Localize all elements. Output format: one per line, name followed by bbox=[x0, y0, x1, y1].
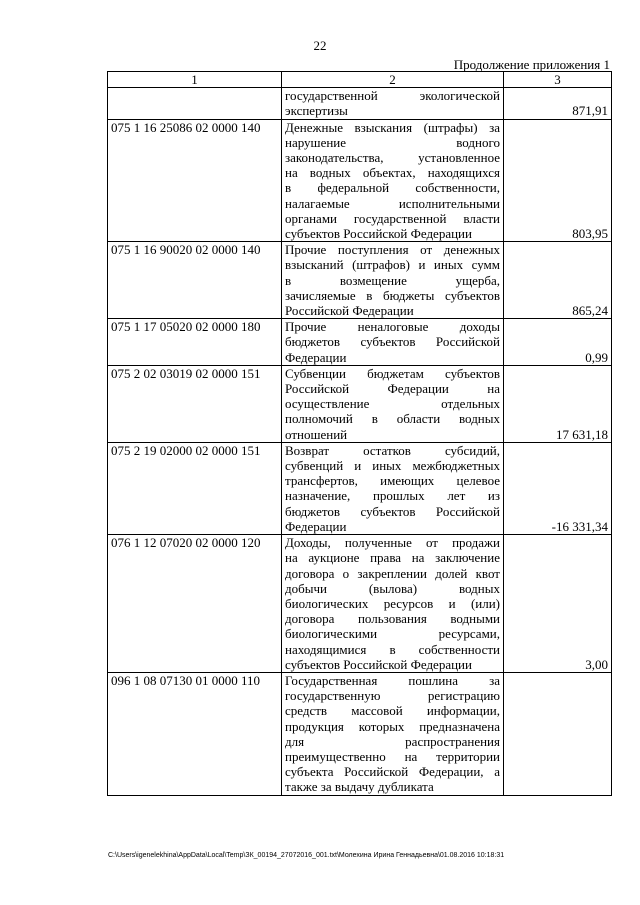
revenue-description bbox=[282, 442, 504, 534]
description-line: биологических ресурсов и (или) bbox=[285, 595, 500, 611]
description-line: Российской Федерации на bbox=[285, 381, 500, 397]
revenue-amount: 871,91 bbox=[504, 88, 612, 119]
revenue-amount: 803,95 bbox=[504, 119, 612, 242]
description-line: Российской Федерации bbox=[285, 303, 414, 319]
revenue-description bbox=[282, 119, 504, 242]
table-row bbox=[108, 535, 612, 673]
description-line: бюджетов субъектов Российской bbox=[285, 503, 500, 519]
description-line: экспертизы bbox=[285, 103, 348, 119]
revenue-description bbox=[282, 88, 504, 119]
revenue-code: 075 1 17 05020 02 0000 180 bbox=[108, 319, 282, 366]
revenue-code: 075 2 19 02000 02 0000 151 bbox=[108, 442, 282, 534]
revenue-description bbox=[282, 365, 504, 442]
description-line: нарушение водного bbox=[285, 134, 500, 150]
revenue-code: 075 1 16 25086 02 0000 140 bbox=[108, 119, 282, 242]
description-line: назначение, прошлых лет из bbox=[285, 488, 500, 504]
description-line: также за выдачу дубликата bbox=[285, 779, 434, 795]
revenue-description bbox=[282, 242, 504, 319]
revenue-description bbox=[282, 535, 504, 673]
revenue-amount bbox=[504, 672, 612, 795]
column-header-2: 2 bbox=[282, 72, 504, 88]
revenue-amount: 3,00 bbox=[504, 535, 612, 673]
description-line: биологическими ресурсами, bbox=[285, 626, 500, 642]
description-line: государственную регистрацию bbox=[285, 688, 500, 704]
description-line: полномочий в области водных bbox=[285, 411, 500, 427]
table-row bbox=[108, 672, 612, 795]
description-line: осуществление отдельных bbox=[285, 396, 500, 412]
description-line: на водных объектах, находящихся bbox=[285, 165, 500, 181]
description-line: субъектов Российской Федерации bbox=[285, 226, 472, 242]
table-row bbox=[108, 365, 612, 442]
table-row bbox=[108, 442, 612, 534]
description-line: Доходы, полученные от продажи bbox=[285, 535, 500, 551]
table-row bbox=[108, 88, 612, 119]
revenue-code: 075 2 02 03019 02 0000 151 bbox=[108, 365, 282, 442]
table-header-row bbox=[108, 72, 612, 88]
description-line: Денежные взыскания (штрафы) за bbox=[285, 119, 500, 135]
description-line: субъекта Российской Федерации, а bbox=[285, 764, 500, 780]
description-line: добычи (вылова) водных bbox=[285, 580, 500, 596]
revenue-description bbox=[282, 319, 504, 366]
description-line: бюджетов субъектов Российской bbox=[285, 334, 500, 350]
description-line: Прочие поступления от денежных bbox=[285, 242, 500, 258]
revenue-description bbox=[282, 672, 504, 795]
description-line: Государственная пошлина за bbox=[285, 672, 500, 688]
description-line: отношений bbox=[285, 426, 348, 442]
description-line: государственной экологической bbox=[285, 88, 500, 104]
page-number: 22 bbox=[313, 38, 327, 53]
description-line: налагаемые исполнительными bbox=[285, 195, 500, 211]
table-row bbox=[108, 242, 612, 319]
description-line: взысканий (штрафов) и иных сумм bbox=[285, 257, 500, 273]
description-line: органами государственной власти bbox=[285, 210, 500, 226]
description-line: Субвенции бюджетам субъектов bbox=[285, 365, 500, 381]
description-line: Федерации bbox=[285, 518, 347, 534]
revenue-code bbox=[108, 88, 282, 119]
description-line: субвенций и иных межбюджетных bbox=[285, 458, 500, 474]
column-header-3: 3 bbox=[504, 72, 612, 88]
description-line: Федерации bbox=[285, 349, 347, 365]
description-line: Возврат остатков субсидий, bbox=[285, 442, 500, 458]
table-row bbox=[108, 319, 612, 366]
description-line: трансфертов, имеющих целевое bbox=[285, 473, 500, 489]
revenue-code: 075 1 16 90020 02 0000 140 bbox=[108, 242, 282, 319]
description-line: для распространения bbox=[285, 733, 500, 749]
description-line: средств массовой информации, bbox=[285, 703, 500, 719]
description-line: договора пользования водными bbox=[285, 611, 500, 627]
description-line: субъектов Российской Федерации bbox=[285, 656, 472, 672]
column-header-1: 1 bbox=[108, 72, 282, 88]
description-line: продукция которых предназначена bbox=[285, 718, 500, 734]
revenue-code: 096 1 08 07130 01 0000 110 bbox=[108, 672, 282, 795]
revenue-amount: 865,24 bbox=[504, 242, 612, 319]
description-line: Прочие неналоговые доходы bbox=[285, 319, 500, 335]
revenue-amount: 0,99 bbox=[504, 319, 612, 366]
description-line: находящимися в собственности bbox=[285, 641, 500, 657]
description-line: в возмещение ущерба, bbox=[285, 272, 500, 288]
revenue-amount: -16 331,34 bbox=[504, 442, 612, 534]
description-line: в федеральной собственности, bbox=[285, 180, 500, 196]
table-row bbox=[108, 119, 612, 242]
description-line: договора о закреплении долей квот bbox=[285, 565, 500, 581]
file-path-footer: C:\Users\igenelekhina\AppData\Local\Temp\ЗК_00194_27072016_001.txt\Молехина Ирина Геннадьевна\01.08.2016 10:18:31 bbox=[108, 852, 505, 859]
description-line: преимущественно на территории bbox=[285, 748, 500, 764]
description-line: на аукционе права на заключение bbox=[285, 550, 500, 566]
revenue-code: 076 1 12 07020 02 0000 120 bbox=[108, 535, 282, 673]
revenue-table bbox=[107, 71, 612, 796]
description-line: зачисляемые в бюджеты субъектов bbox=[285, 287, 500, 303]
continuation-label: Продолжение приложения 1 bbox=[453, 57, 610, 72]
revenue-amount: 17 631,18 bbox=[504, 365, 612, 442]
description-line: законодательства, установленное bbox=[285, 150, 500, 166]
